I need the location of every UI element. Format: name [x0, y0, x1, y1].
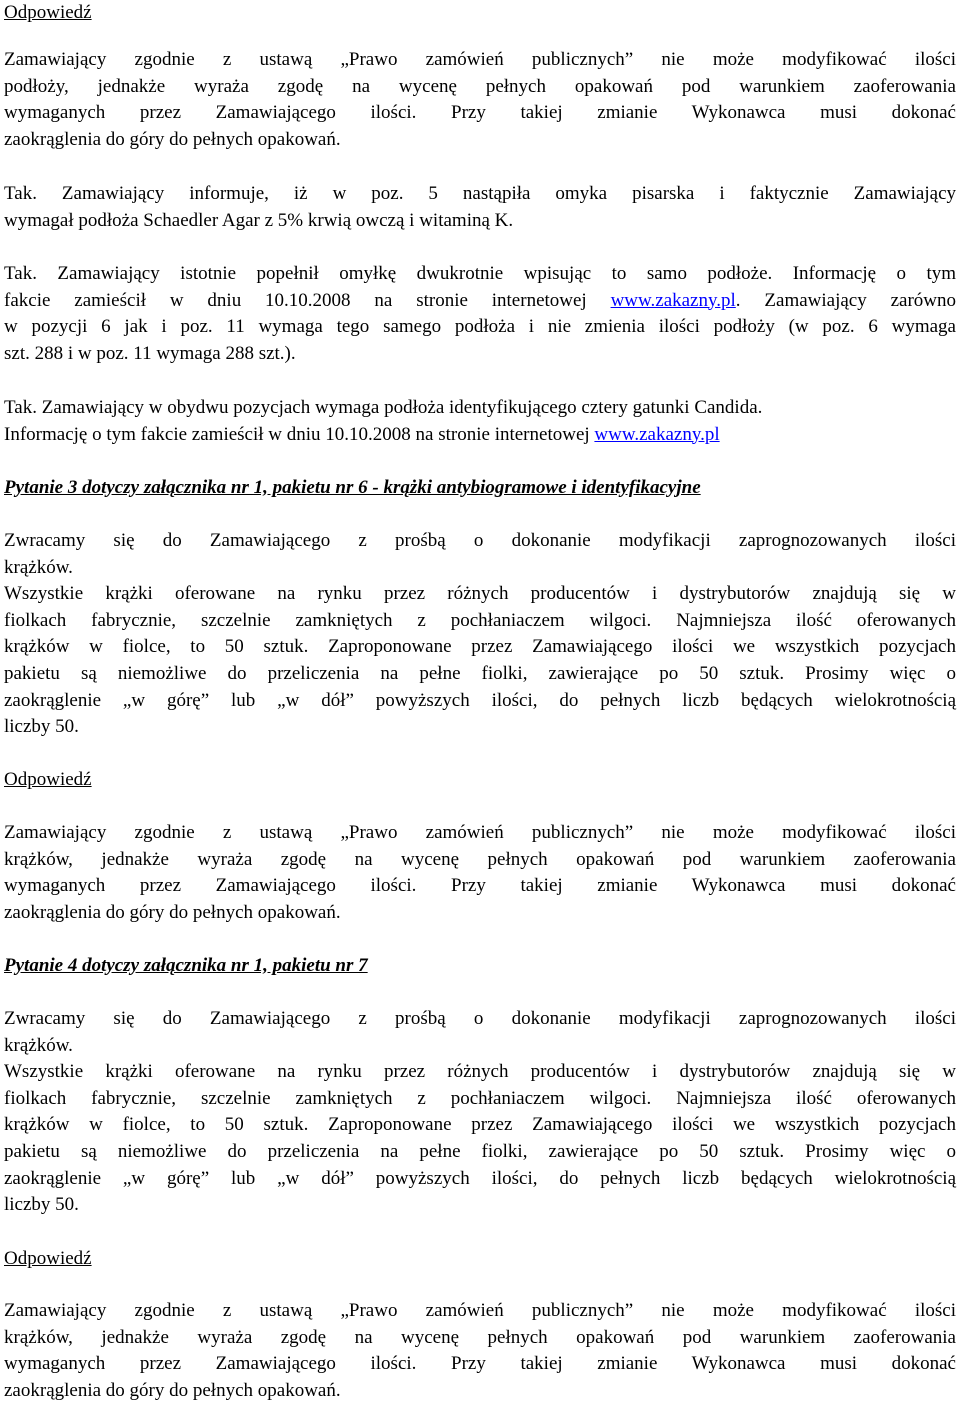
- text-line: wymagał podłoża Schaedler Agar z 5% krwią owczą i witaminą K.: [4, 209, 514, 231]
- text-line: Zamawiający zgodnie z ustawą „Prawo zamówień publicznych” nie może modyfikować ilości: [4, 822, 956, 843]
- text-line: krążków.: [4, 1034, 73, 1056]
- text-line: pakietu są niemożliwe do przeliczenia na pełne fiolki, zawierające po 50 sztuk. Prosimy więc o: [4, 1140, 956, 1162]
- answer-label: Odpowiedź: [4, 1248, 92, 1269]
- text-line: Zwracamy się do Zamawiającego z prośbą o dokonanie modyfikacji zaprognozowanych ilości: [4, 1008, 956, 1029]
- text-line: [4, 288, 956, 315]
- text-line: Wszystkie krążki oferowane na rynku przez różnych producentów i dystrybutorów znajdują się w: [4, 583, 956, 605]
- question-4-body: [4, 1006, 956, 1219]
- text-line: fiolkach fabrycznie, szczelnie zamkniętych z pochłaniaczem wilgoci. Najmniejsza ilość oferowanych: [4, 609, 956, 631]
- question-title: Pytanie 4 dotyczy załącznika nr 1, pakietu nr 7: [4, 955, 368, 976]
- text-line: krążków, jednakże wyraża zgodę na wycenę pełnych opakowań pod warunkiem zaoferowania: [4, 1326, 956, 1348]
- answer-heading-3: [4, 1246, 956, 1273]
- zakazny-link[interactable]: www.zakazny.pl: [594, 423, 720, 445]
- answer-heading-1: [4, 0, 956, 27]
- text-line: krążków, jednakże wyraża zgodę na wycenę pełnych opakowań pod warunkiem zaoferowania: [4, 848, 956, 870]
- text-line: wymaganych przez Zamawiającego ilości. Przy takiej zmianie Wykonawca musi dokonać: [4, 875, 956, 897]
- text-segment: . Zamawiający zarówno: [735, 289, 956, 311]
- question-3-body: [4, 528, 956, 741]
- text-segment: fakcie zamieścił w dniu 10.10.2008 na stronie internetowej: [4, 289, 611, 311]
- zakazny-link[interactable]: www.zakazny.pl: [610, 289, 736, 311]
- text-line: zaokrąglenie „w górę” lub „w dół” powyższych ilości, do pełnych liczb będących wielokrotnością: [4, 1167, 956, 1189]
- question-title: Pytanie 3 dotyczy załącznika nr 1, pakietu nr 6 - krążki antybiogramowe i identyfikacyjne: [4, 477, 701, 498]
- text-line: liczby 50.: [4, 716, 79, 738]
- text-line: Zamawiający zgodnie z ustawą „Prawo zamówień publicznych” nie może modyfikować ilości: [4, 49, 956, 70]
- answer-paragraph-3: [4, 1298, 956, 1404]
- text-line: zaokrąglenia do góry do pełnych opakowań.: [4, 1379, 341, 1401]
- text-line: Tak. Zamawiający w obydwu pozycjach wymaga podłoża identyfikującego cztery gatunki Candida.: [4, 397, 763, 418]
- text-line: Zamawiający zgodnie z ustawą „Prawo zamówień publicznych” nie może modyfikować ilości: [4, 1300, 956, 1321]
- answer-paragraph-2: [4, 820, 956, 926]
- text-line: Zwracamy się do Zamawiającego z prośbą o dokonanie modyfikacji zaprognozowanych ilości: [4, 530, 956, 551]
- text-line: [4, 422, 956, 449]
- text-line: pakietu są niemożliwe do przeliczenia na pełne fiolki, zawierające po 50 sztuk. Prosimy więc o: [4, 662, 956, 684]
- answer-label: Odpowiedź: [4, 769, 92, 790]
- answer-item-2: [4, 181, 956, 234]
- text-line: zaokrąglenia do góry do pełnych opakowań.: [4, 128, 341, 150]
- text-line: fiolkach fabrycznie, szczelnie zamkniętych z pochłaniaczem wilgoci. Najmniejsza ilość oferowanych: [4, 1087, 956, 1109]
- answer-paragraph-1: [4, 47, 956, 153]
- text-line: szt. 288 i w poz. 11 wymaga 288 szt.).: [4, 342, 296, 364]
- answer-item-4: [4, 395, 956, 448]
- text-line: krążków.: [4, 556, 73, 578]
- text-segment: Informację o tym fakcie zamieścił w dniu 10.10.2008 na stronie internetowej: [4, 423, 595, 445]
- text-line: zaokrąglenia do góry do pełnych opakowań.: [4, 901, 341, 923]
- text-line: w pozycji 6 jak i poz. 11 wymaga tego samego podłoża i nie zmienia ilości podłoży (w poz. 6 wymaga: [4, 316, 956, 338]
- text-line: zaokrąglenie „w górę” lub „w dół” powyższych ilości, do pełnych liczb będących wielokrotnością: [4, 689, 956, 711]
- text-line: wymaganych przez Zamawiającego ilości. Przy takiej zmianie Wykonawca musi dokonać: [4, 1353, 956, 1375]
- answer-item-3: [4, 261, 956, 367]
- answer-label: Odpowiedź: [4, 2, 92, 23]
- question-4-title: [4, 953, 956, 980]
- text-line: krążków w fiolce, to 50 sztuk. Zaproponowane przez Zamawiającego ilości we wszystkich pozycjach: [4, 1114, 956, 1136]
- text-line: krążków w fiolce, to 50 sztuk. Zaproponowane przez Zamawiającego ilości we wszystkich pozycjach: [4, 636, 956, 658]
- text-line: Tak. Zamawiający istotnie popełnił omyłkę dwukrotnie wpisując to samo podłoże. Informację o tym: [4, 263, 956, 284]
- text-line: liczby 50.: [4, 1194, 79, 1216]
- text-line: Tak. Zamawiający informuje, iż w poz. 5 nastąpiła omyka pisarska i faktycznie Zamawiający: [4, 183, 956, 204]
- text-line: Wszystkie krążki oferowane na rynku przez różnych producentów i dystrybutorów znajdują się w: [4, 1061, 956, 1083]
- text-line: wymaganych przez Zamawiającego ilości. Przy takiej zmianie Wykonawca musi dokonać: [4, 102, 956, 124]
- question-3-title: [4, 475, 956, 502]
- text-line: podłoży, jednakże wyraża zgodę na wycenę pełnych opakowań pod warunkiem zaoferowania: [4, 75, 956, 97]
- answer-heading-2: [4, 767, 956, 794]
